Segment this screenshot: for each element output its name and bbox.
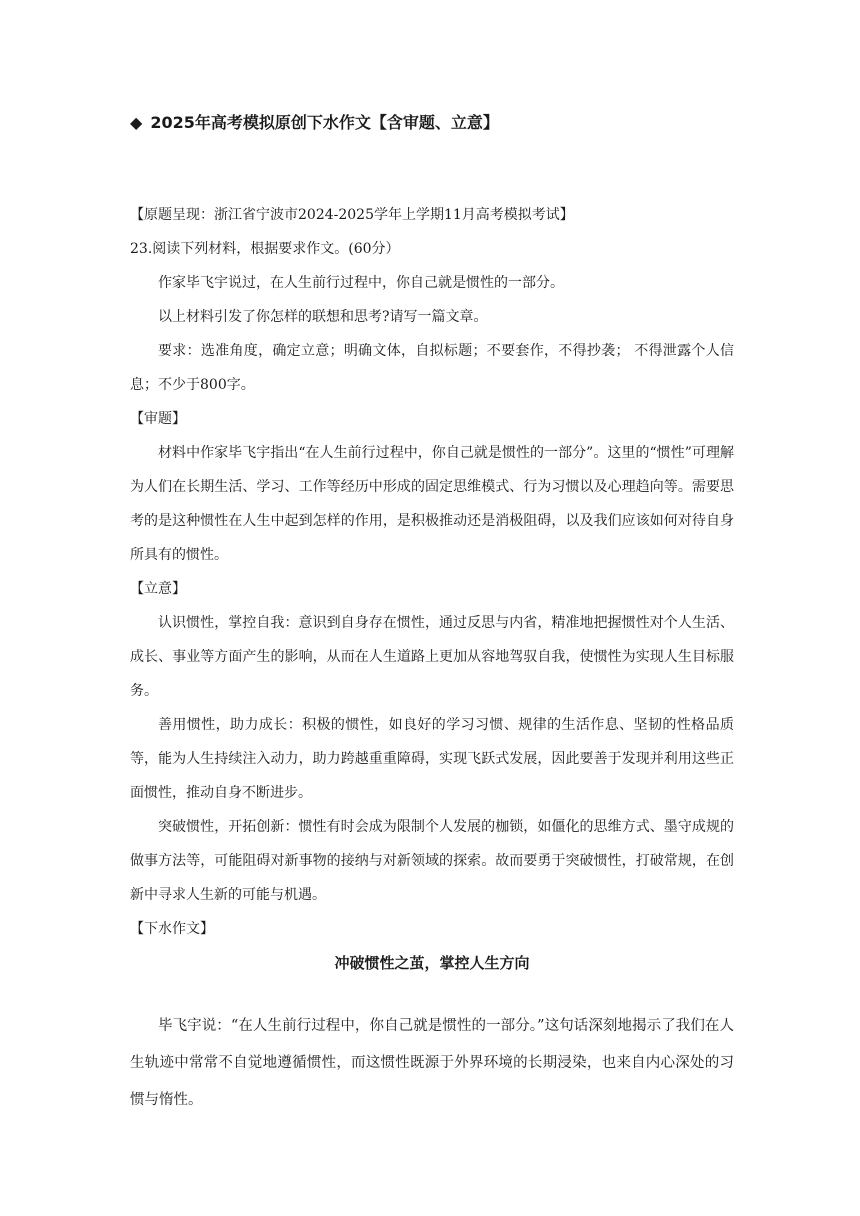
material-line-2: 以上材料引发了你怎样的联想和思考?请写一篇文章。 <box>158 309 488 325</box>
requirements-text: 要求：选准角度，确定立意；明确文体，自拟标题；不要套作，不得抄袭； 不得泄露个人信息；不少于800字。 <box>130 343 734 393</box>
question-section <box>130 198 734 980</box>
material-line-1: 作家毕飞宇说过，在人生前行过程中，你自己就是惯性的一部分。 <box>158 275 564 291</box>
essay-paragraph-1: 毕飞宇说：“在人生前行过程中，你自己就是惯性的一部分。”这句话深刻地揭示了我们在人生轨迹中常常不自觉地遵循惯性，而这惯性既源于外界环境的长期浸染，也来自内心深处的习惯与惰性。 <box>130 1018 734 1108</box>
essay-heading: 【下水作文】 <box>130 921 214 937</box>
liyi-point-3: 突破惯性，开拓创新：惯性有时会成为限制个人发展的枷锁，如僵化的思维方式、墨守成规的做事方法等，可能阻碍对新事物的接纳与对新领域的探索。故而要勇于突破惯性，打破常规，在创新中寻求人生新的可能与机遇。 <box>130 819 734 903</box>
diamond-bullet-icon: ◆ <box>130 113 143 132</box>
document-title-text: 2025年高考模拟原创下水作文【含审题、立意】 <box>150 113 499 132</box>
liyi-point-1: 认识惯性，掌控自我：意识到自身存在惯性，通过反思与内省，精准地把握惯性对个人生活、成长、事业等方面产生的影响，从而在人生道路上更加从容地驾驭自我，使惯性为实现人生目标服务。 <box>130 615 734 699</box>
shenti-text: 材料中作家毕飞宇指出“在人生前行过程中，你自己就是惯性的一部分”。这里的“惯性”可理解为人们在长期生活、学习、工作等经历中形成的固定思维模式、行为习惯以及心理趋向等。需要思考的是这种惯性在人生中起到怎样的作用，是积极推动还是消极阻碍，以及我们应该如何对待自身所具有的惯性。 <box>130 445 734 563</box>
source-line: 【原题呈现：浙江省宁波市2024-2025学年上学期11月高考模拟考试】 <box>130 207 574 223</box>
liyi-heading: 【立意】 <box>130 581 186 597</box>
essay-body <box>130 1008 734 1119</box>
essay-title: 冲破惯性之茧，掌控人生方向 <box>334 954 530 972</box>
document-title <box>130 110 499 133</box>
shenti-heading: 【审题】 <box>130 411 186 427</box>
liyi-point-2: 善用惯性，助力成长：积极的惯性，如良好的学习习惯、规律的生活作息、坚韧的性格品质等，能为人生持续注入动力，助力跨越重重障碍，实现飞跃式发展，因此要善于发现并利用这些正面惯性，推动自身不断进步。 <box>130 717 734 801</box>
question-line: 23.阅读下列材料，根据要求作文。(60分） <box>130 241 400 257</box>
